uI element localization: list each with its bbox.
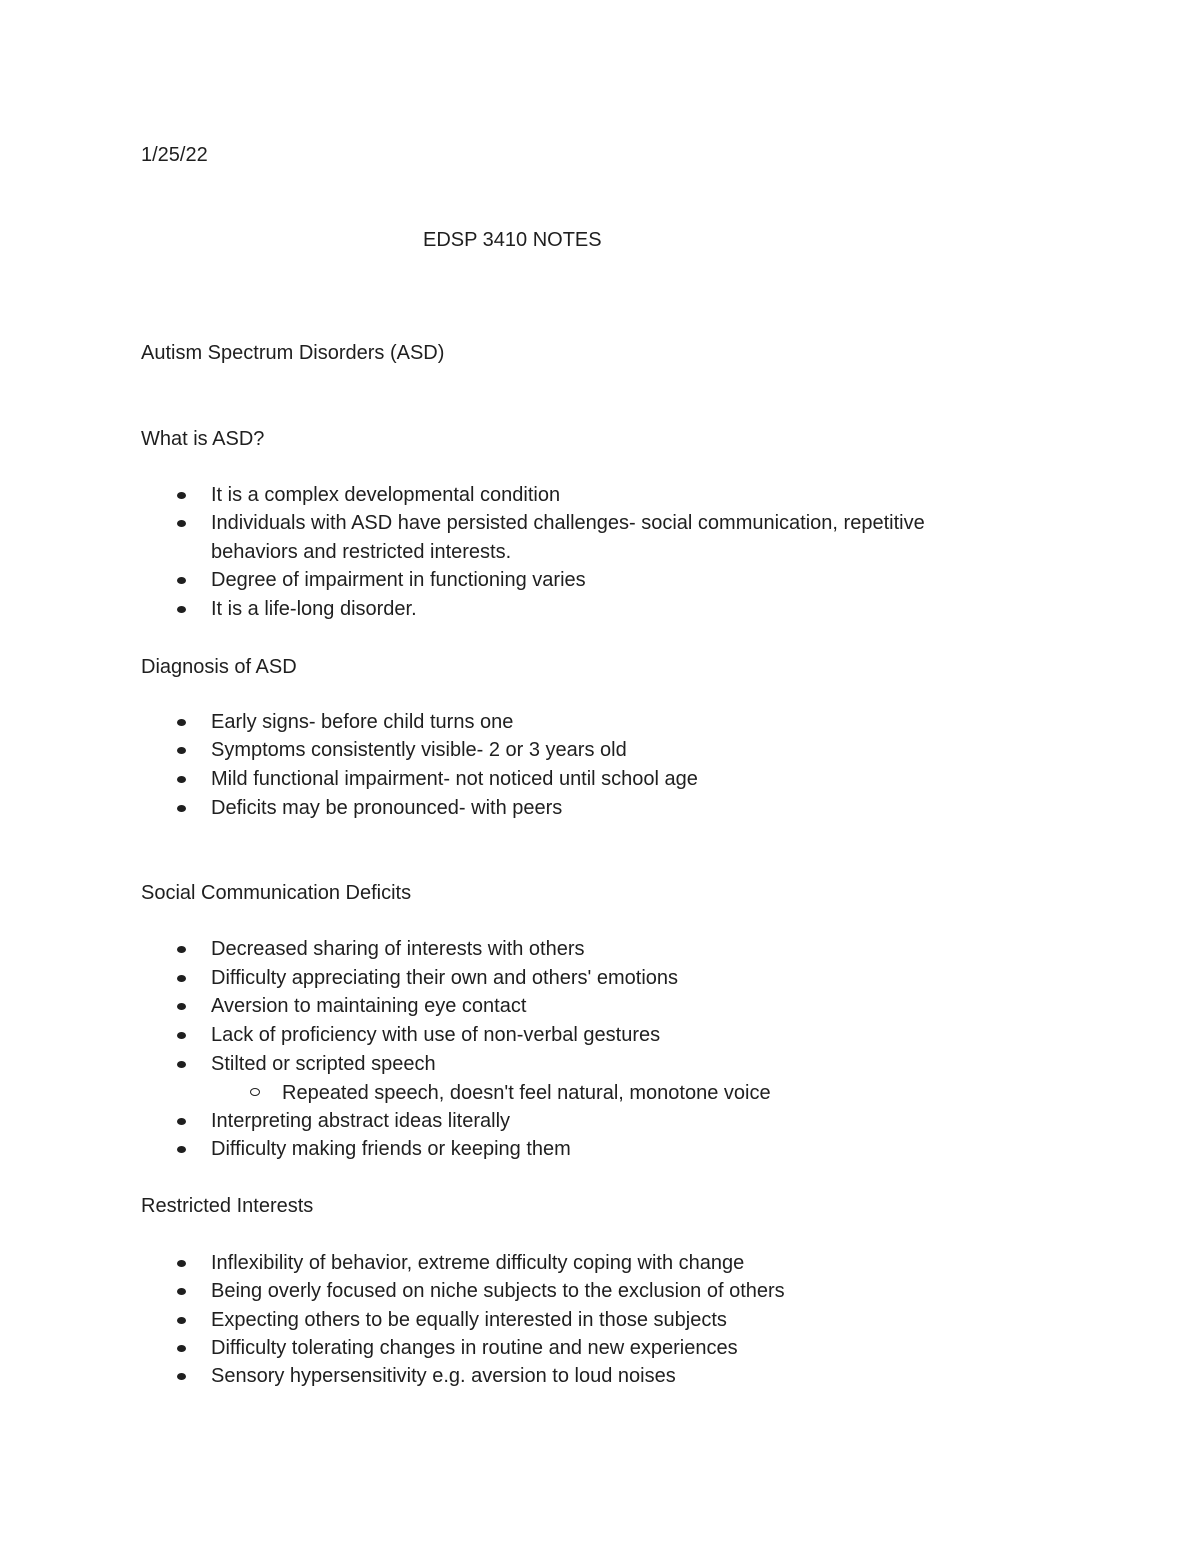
sub-list-item: Repeated speech, doesn't feel natural, monotone voice [282,1082,771,1104]
bullet-icon [177,747,186,754]
list-item: Lack of proficiency with use of non-verbal gestures [211,1024,661,1046]
bullet-icon [177,577,186,584]
bullet-icon [177,520,186,527]
list-item: Deficits may be pronounced- with peers [211,797,563,819]
bullet-icon [177,975,186,982]
bullet-icon [177,1118,186,1125]
bullet-icon [177,946,186,953]
list-item: Symptoms consistently visible- 2 or 3 years old [211,739,627,761]
list-item: Difficulty tolerating changes in routine and new experiences [211,1337,738,1359]
section-heading-social-communication: Social Communication Deficits [141,882,412,904]
bullet-icon [177,1317,186,1324]
list-item: Stilted or scripted speech [211,1053,436,1075]
bullet-icon [177,805,186,812]
list-item: Difficulty appreciating their own and others' emotions [211,967,679,989]
bullet-icon [177,1288,186,1295]
list-item: It is a complex developmental condition [211,484,561,506]
topic-heading: Autism Spectrum Disorders (ASD) [141,342,445,364]
bullet-icon [177,1373,186,1380]
document-title: EDSP 3410 NOTES [423,229,602,251]
list-item: Expecting others to be equally interested in those subjects [211,1309,727,1331]
bullet-icon [177,719,186,726]
section-heading-diagnosis: Diagnosis of ASD [141,656,297,678]
bullet-icon [177,606,186,613]
bullet-icon [177,776,186,783]
section-heading-what-is-asd: What is ASD? [141,428,265,450]
document-date: 1/25/22 [141,144,208,166]
bullet-icon [177,1146,186,1153]
section-heading-restricted-interests: Restricted Interests [141,1195,314,1217]
bullet-icon [177,1345,186,1352]
list-item: Difficulty making friends or keeping them [211,1138,571,1160]
list-item: Interpreting abstract ideas literally [211,1110,511,1132]
list-item: Individuals with ASD have persisted challenges- social communication, repetitive behaviors and restricted interests. [211,512,925,563]
list-item: Degree of impairment in functioning varies [211,569,586,591]
list-item: Aversion to maintaining eye contact [211,995,527,1017]
list-item: Inflexibility of behavior, extreme difficulty coping with change [211,1252,745,1274]
list-item: Decreased sharing of interests with others [211,938,585,960]
bullet-icon [177,1032,186,1039]
list-item: It is a life-long disorder. [211,598,417,620]
bullet-icon [177,1061,186,1068]
list-item: Mild functional impairment- not noticed until school age [211,768,698,790]
list-item: Early signs- before child turns one [211,711,514,733]
bullet-icon [177,1260,186,1267]
bullet-icon [177,1003,186,1010]
list-item: Sensory hypersensitivity e.g. aversion to loud noises [211,1365,676,1387]
list-item: Being overly focused on niche subjects to the exclusion of others [211,1280,785,1302]
bullet-icon [177,492,186,499]
sub-bullet-icon [250,1088,260,1096]
